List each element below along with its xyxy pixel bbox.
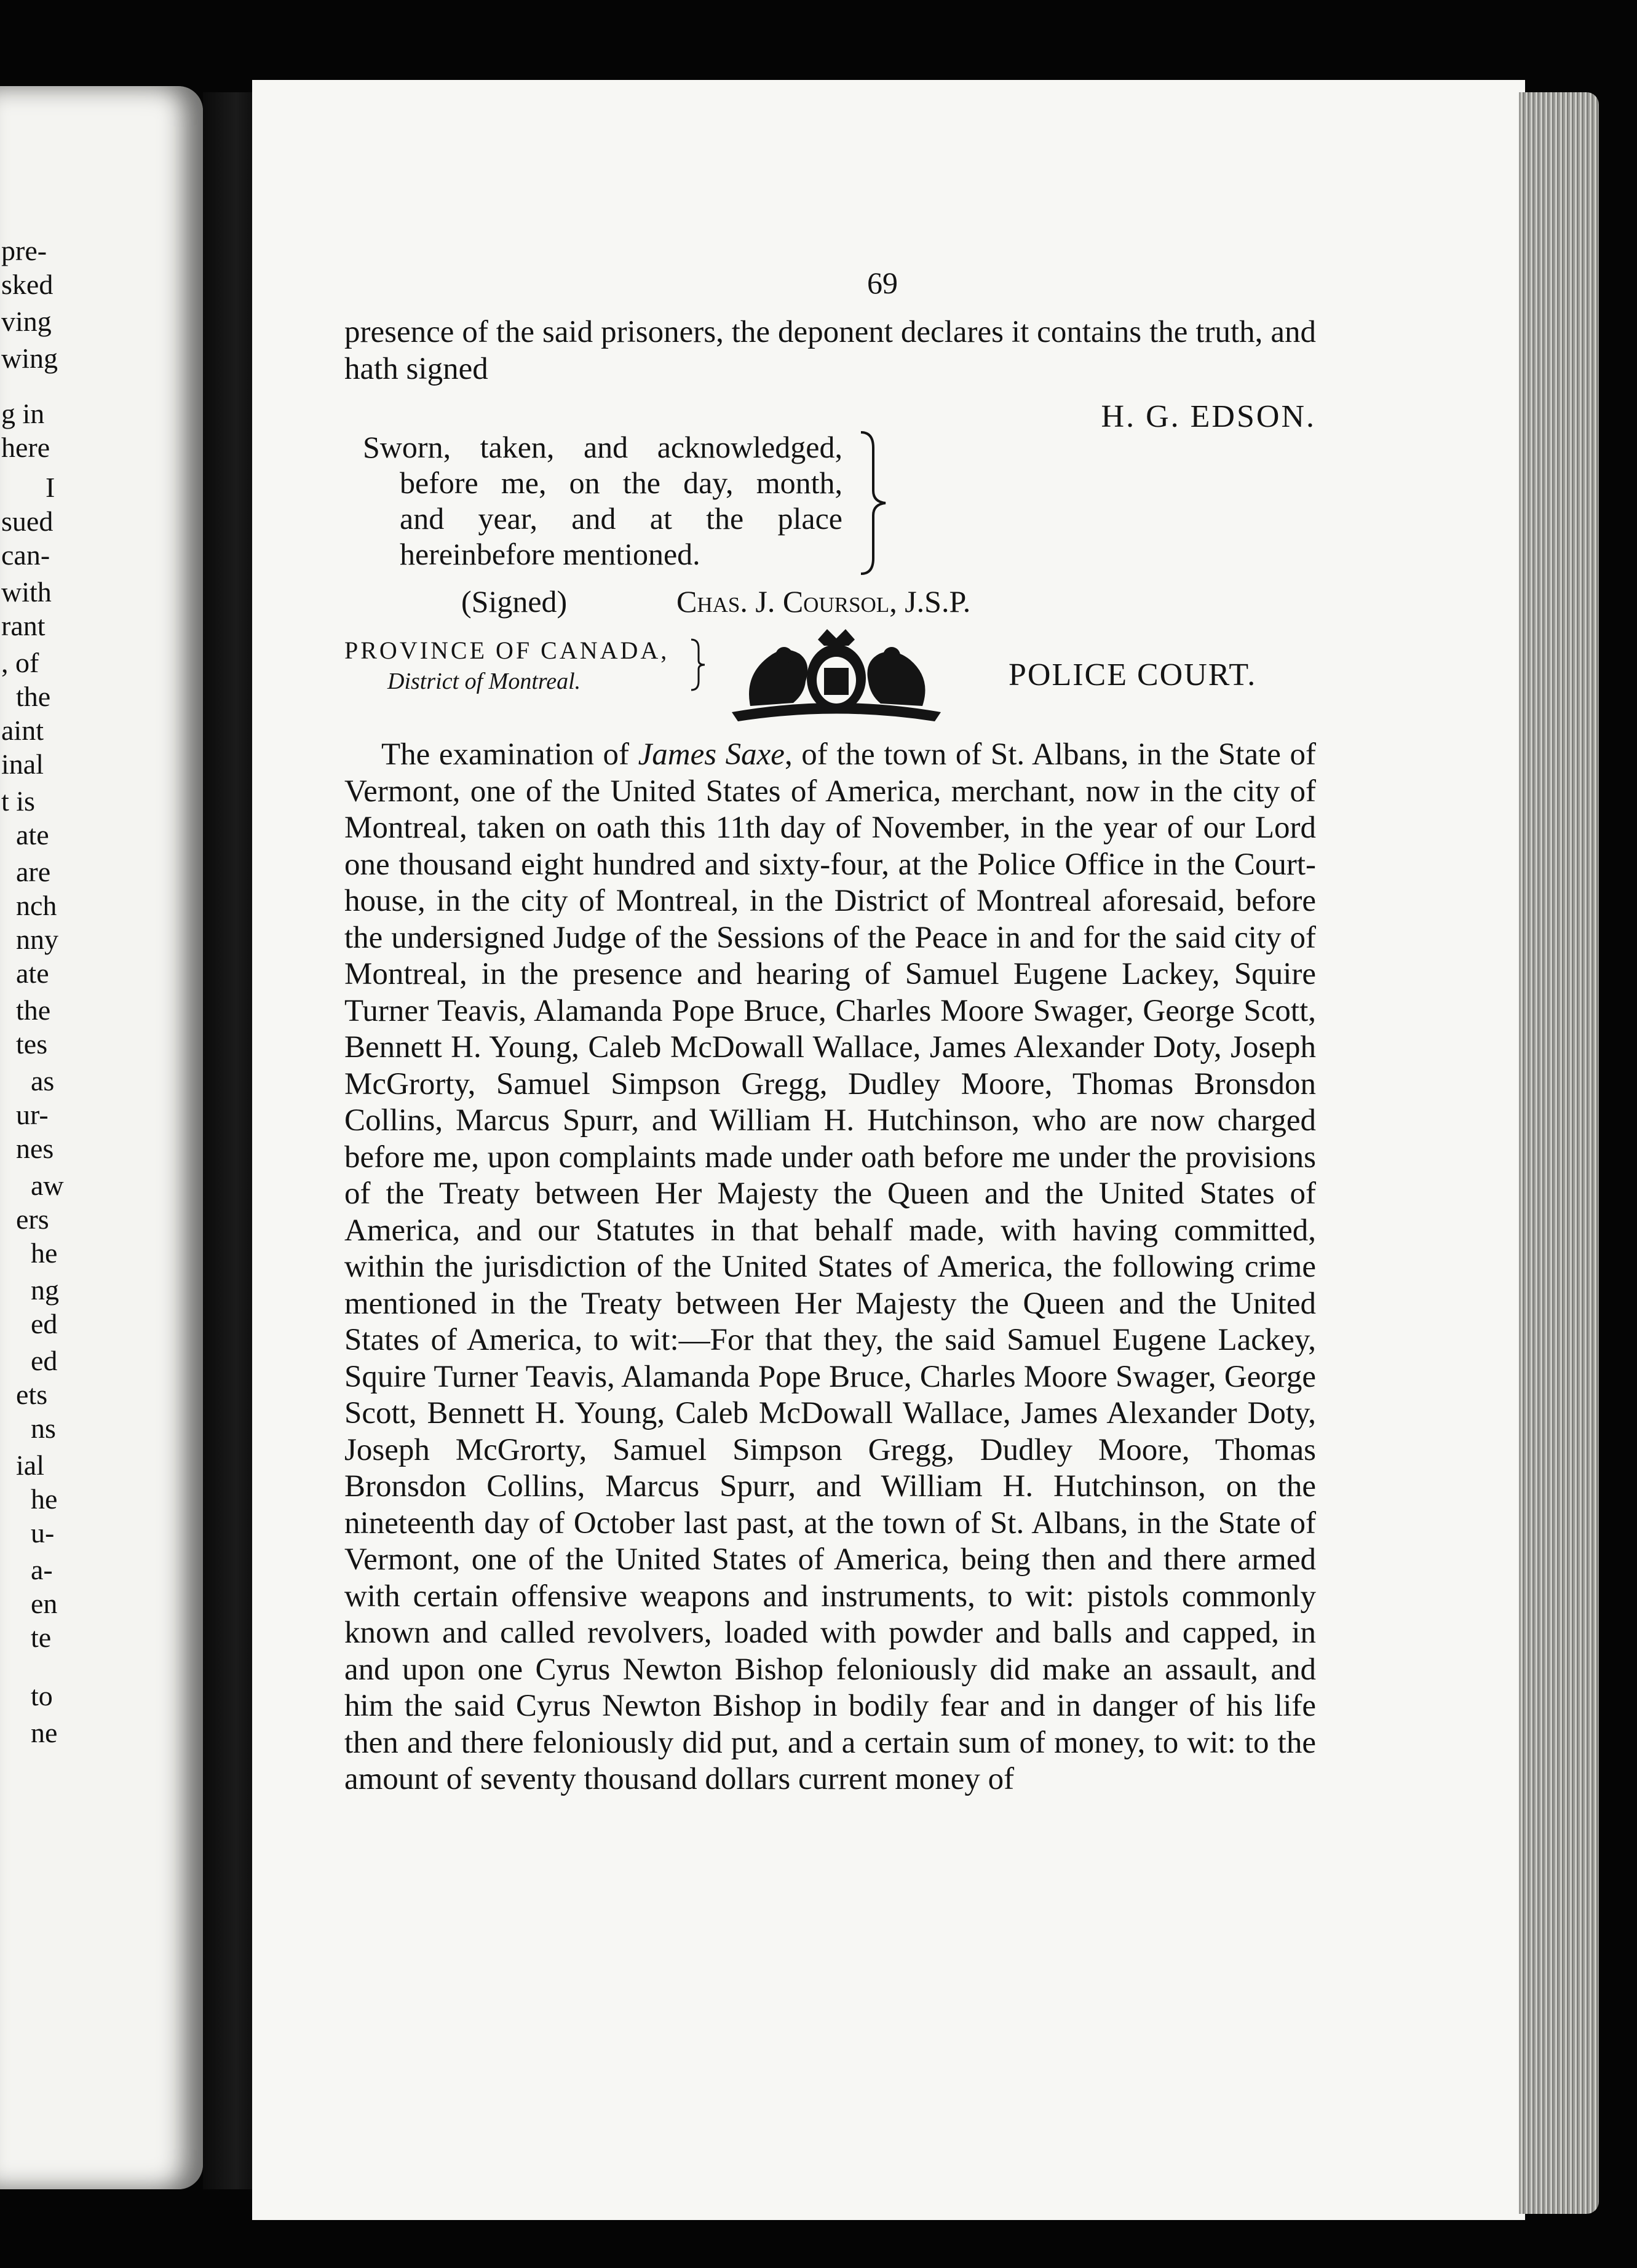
left-page-text-fragment: sued [1,506,54,537]
page-number: 69 [867,266,898,300]
left-page-text-fragment: ns [31,1413,56,1444]
left-page-text-fragment: ed [31,1345,58,1376]
page-edges [1519,92,1599,2214]
jurat-lines [363,429,842,572]
magistrate-signature: Chas. J. Coursol, J.S.P. [676,584,971,619]
left-page-text-fragment: as [31,1065,55,1096]
left-page-text-fragment: ur- [16,1099,49,1130]
jurat-line: Sworn, taken, and acknowledged, [363,430,842,464]
book-gutter [203,92,258,2189]
left-page-text-fragment: sked [1,269,54,300]
left-page-text-fragment: inal [1,748,44,780]
left-page-text-fragment: u- [31,1517,55,1548]
left-page-text-fragment: here [1,432,50,463]
examinee-name: James Saxe [638,737,785,772]
body-text-rest: , of the town of St. Albans, in the State of Vermont, one of the United States of America, merchant, now in the city of Montreal, taken on oath this 11th day of November, in the year of our Lord one thousand eight hundred and sixty-four, at the Police Office in the Court-house, in the city of Montreal, in the District of Montreal aforesaid, before the undersigned Judge of the Sessions of the Peace in and for the said city of Montreal, in the presence and hearing of Samuel Eugene Lackey, Squire Turner Teavis, Alamanda Pope Bruce, Charles Moore Swager, George Scott, Bennett H. Young, Caleb McDowall Wallace, James Alexander Doty, Joseph McGrorty, Samuel Simpson Gregg, Dudley Moore, Thomas Bronsdon Collins, Marcus Spurr, and William H. Hutchinson, who are now charged before me, upon complaints made under oath before me under the provisions of the Treaty between Her Majesty the Queen and the United States of America, and our Statutes in that behalf made, with having committed, within the jurisdiction of the United States of America, the following crime mentioned in the Treaty between Her Majesty the Queen and the United States of America, to wit:—For that they, the said Samuel Eugene Lackey, Squire Turner Teavis, Alamanda Pope Bruce, Charles Moore Swager, George Scott, Bennett H. Young, Caleb McDowall Wallace, James Alexander Doty, Joseph McGrorty, Samuel Simpson Gregg, Dudley Moore, Thomas Bronsdon Collins, Marcus Spurr, and William H. Hutchinson, on the nineteenth day of October last past, at the town of St. Albans, in the State of Vermont, one of the United States of America, being then and there armed with certain offensive weapons and instruments, to wit: pistols commonly known and called revolvers, loaded with powder and balls and capped, in and upon one Cyrus Newton Bishop feloniously did make an assault, and him the said Cyrus Newton Bishop in bodily fear and in danger of his life then and there feloniously did put, and a certain sum of money, to wit: to the amount of seventy thousand dollars current money of [344,737,1316,1796]
left-page-text-fragment: a- [31,1554,53,1585]
left-page-text-fragment: ving [1,306,52,337]
left-page-text-fragment: ne [31,1717,58,1748]
left-page-text-fragment: ets [16,1379,48,1410]
left-page-text-fragment: nny [16,924,58,955]
court-heading [344,632,1316,737]
left-page-text-fragment: aint [1,715,44,746]
royal-coat-of-arms-icon [726,626,947,724]
heading-brace-icon [689,637,707,692]
signed-label: (Signed) [461,584,568,619]
left-page-text-fragment: g in [1,398,45,429]
left-page-text-fragment: ial [16,1449,44,1481]
left-page-text-fragment: pre- [1,235,47,266]
continuation-text: presence of the said prisoners, the deponent declares it contains the truth, and hath signed [344,315,1316,386]
curly-brace-icon [855,429,892,577]
jurat-block [344,429,1316,620]
page-content [344,264,1316,1798]
left-page-text-fragment: ers [16,1203,49,1235]
jurat-line: hereinbefore mentioned. [400,537,700,571]
left-page-text-fragment: are [16,856,51,887]
police-court-title: POLICE COURT. [1009,657,1257,692]
deponent-signature: H. G. EDSON. [1101,399,1316,434]
left-page-text-fragment: ed [31,1308,58,1339]
left-page-text-fragment: I [46,472,55,503]
left-page-fragment [0,86,203,2189]
left-page-text-fragment: aw [31,1170,64,1201]
jurat-line: and year, and at the place [400,501,842,536]
left-page-text-fragment: with [1,576,52,608]
left-page-text-fragment: wing [1,343,58,374]
left-page-text-fragment: the [16,994,51,1026]
left-page-text-fragment: the [16,681,51,712]
province-label: PROVINCE OF CANADA, [344,636,670,664]
left-page-text-fragment: t is [1,785,35,817]
left-page-text-fragment: ng [31,1274,59,1306]
left-page-text-fragment: nch [16,890,57,921]
body-text-start: The examination of [381,737,638,772]
left-page-text-fragment: he [31,1237,58,1269]
left-page-text-fragment: rant [1,610,46,641]
left-page-text-fragment: he [31,1483,58,1515]
signed-row [461,583,971,620]
left-page-text-fragment: te [31,1622,52,1653]
jurat-line: before me, on the day, month, [400,466,842,500]
left-page-text-fragment: en [31,1588,58,1619]
left-page-text-fragment: , of [1,647,39,678]
left-page-text-fragment: nes [16,1133,54,1164]
left-page-text-fragment: to [31,1680,53,1711]
left-page-text-fragment: ate [16,958,49,989]
left-page-text-fragment: can- [1,539,50,571]
left-page-text-fragment: tes [16,1028,48,1060]
examination-paragraph [344,737,1316,1798]
left-page-text-fragment: ate [16,819,49,850]
district-label: District of Montreal. [387,668,581,694]
